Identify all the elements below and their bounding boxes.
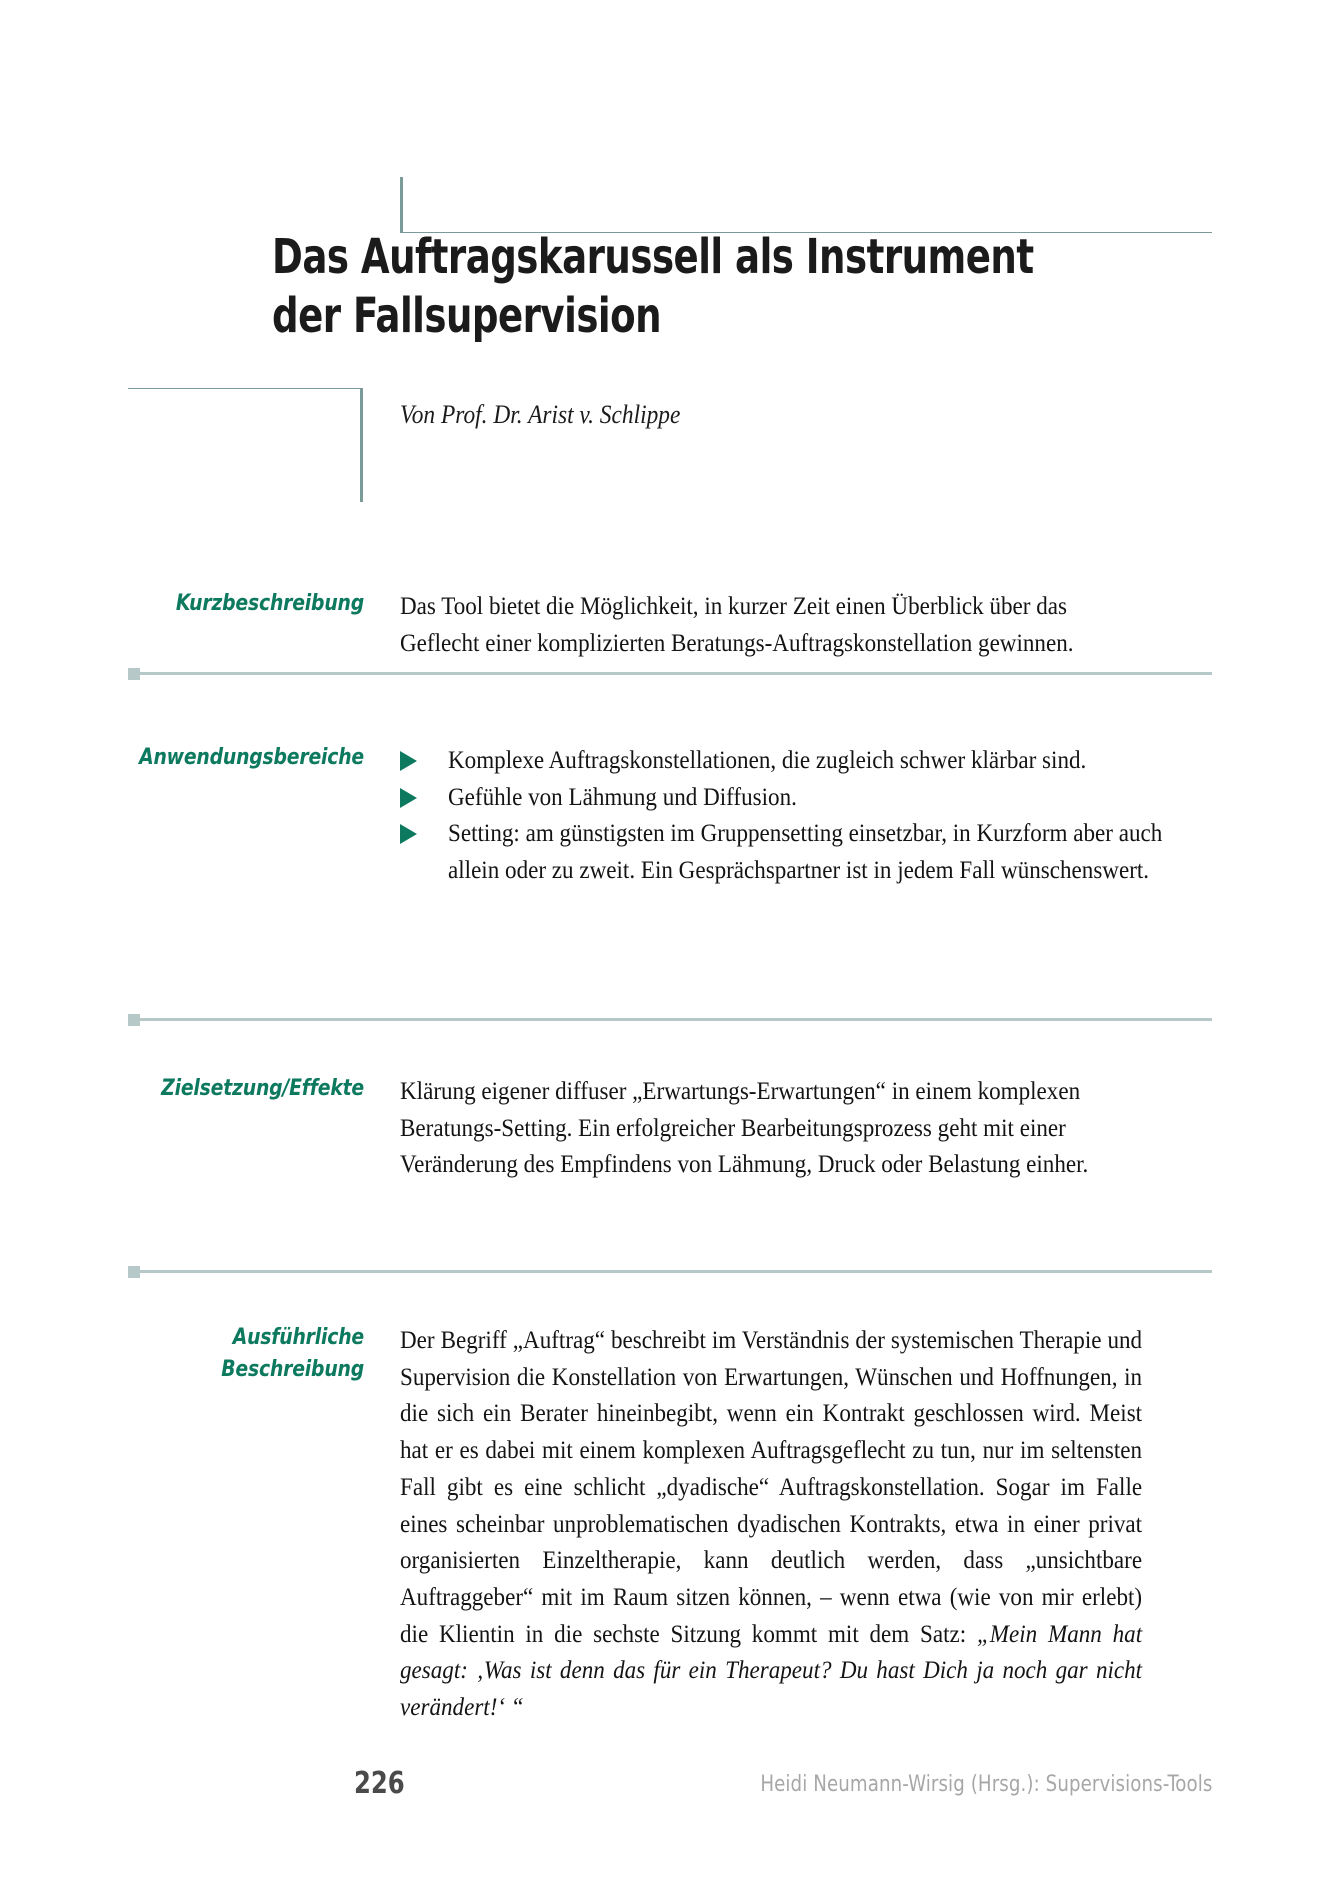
section-label-kurzbeschreibung: Kurzbeschreibung xyxy=(175,591,364,616)
divider-cap xyxy=(128,668,140,680)
anwendungsbereiche-list xyxy=(400,742,1260,889)
triangle-bullet-icon xyxy=(400,788,417,808)
list-item-text: Komplexe Auftragskonstellationen, die zugleich schwer klärbar sind. xyxy=(448,745,1087,774)
page-title-line-2: der Fallsupervision xyxy=(272,287,662,344)
list-item xyxy=(400,815,1260,888)
section-label-line-2: Beschreibung xyxy=(221,1356,364,1382)
section-body-ausfuehrliche-beschreibung xyxy=(400,1322,1142,1726)
list-item xyxy=(400,779,1260,816)
list-item-text: Setting: am günstigsten im Gruppensetting einsetzbar, in Kurzform aber auch allein oder zu zweit. Ein Gesprächspartner ist in jedem Fall wünschenswert. xyxy=(448,818,1163,885)
divider-line xyxy=(128,1018,1212,1021)
divider-line xyxy=(128,672,1212,675)
list-item xyxy=(400,742,1260,779)
page-title xyxy=(272,228,1098,345)
body-text-plain: Der Begriff „Auftrag“ beschreibt im Verständnis der systemischen Therapie und Supervision die Konstellation von Erwartungen, Wünschen und Hoffnungen, in die sich ein Berater hineinbegibt, wenn ein Kontrakt geschlossen wird. Meist hat er es dabei mit einem komplexen Auftragsgeflecht zu tun, nur im seltensten Fall gibt es eine schlicht „dyadische“ Auftragskonstellation. Sogar im Falle eines scheinbar unproblematischen dyadischen Kontrakts, etwa in einer privat organisierten Einzeltherapie, kann deutlich werden, dass „unsichtbare Auftraggeber“ mit im Raum sitzen können, – wenn etwa (wie von mir erlebt) die Klientin in die sechste Sitzung kommt mit dem Satz: xyxy=(400,1325,1143,1648)
page-number: 226 xyxy=(354,1766,405,1801)
body-text-quote: „Mein Mann hat gesagt: ‚Was ist denn das für ein Therapeut? Du hast Dich ja noch gar nicht verändert!‘ “ xyxy=(400,1618,1143,1722)
triangle-bullet-icon xyxy=(400,751,417,771)
page-title-line-1: Das Auftragskarussell als Instrument xyxy=(272,229,1034,285)
section-label-zielsetzung-effekte: Zielsetzung/Effekte xyxy=(161,1076,364,1101)
list-item-text: Gefühle von Lähmung und Diffusion. xyxy=(448,781,797,811)
section-divider-2 xyxy=(128,1018,1212,1021)
section-label-line-1: Ausführliche xyxy=(232,1325,364,1350)
divider-cap xyxy=(128,1266,140,1278)
divider-cap xyxy=(128,1014,140,1026)
section-label-anwendungsbereiche: Anwendungsbereiche xyxy=(139,745,364,770)
decorative-bracket-left xyxy=(128,388,363,502)
section-body-zielsetzung-effekte: Klärung eigener diffuser „Erwartungs-Erwartungen“ in einem komplexen Beratungs-Setting. Ein erfolgreicher Bearbeitungsprozess geht mit einer Veränderung des Empfindens von Lähmung, Druck oder Belastung einher. xyxy=(400,1076,1089,1179)
decorative-bracket-top xyxy=(400,177,1212,233)
section-body-kurzbeschreibung: Das Tool bietet die Möglichkeit, in kurzer Zeit einen Überblick über das Geflecht einer komplizierten Beratungs-Auftragskonstellation gewinnen. xyxy=(400,591,1074,657)
byline: Von Prof. Dr. Arist v. Schlippe xyxy=(400,400,681,429)
section-divider-3 xyxy=(128,1270,1212,1273)
section-label-ausfuehrliche-beschreibung xyxy=(132,1322,364,1385)
section-divider-1 xyxy=(128,672,1212,675)
divider-line xyxy=(128,1270,1212,1273)
footer-credit: Heidi Neumann-Wirsig (Hrsg.): Supervisions-Tools xyxy=(759,1772,1212,1797)
triangle-bullet-icon xyxy=(400,824,417,844)
